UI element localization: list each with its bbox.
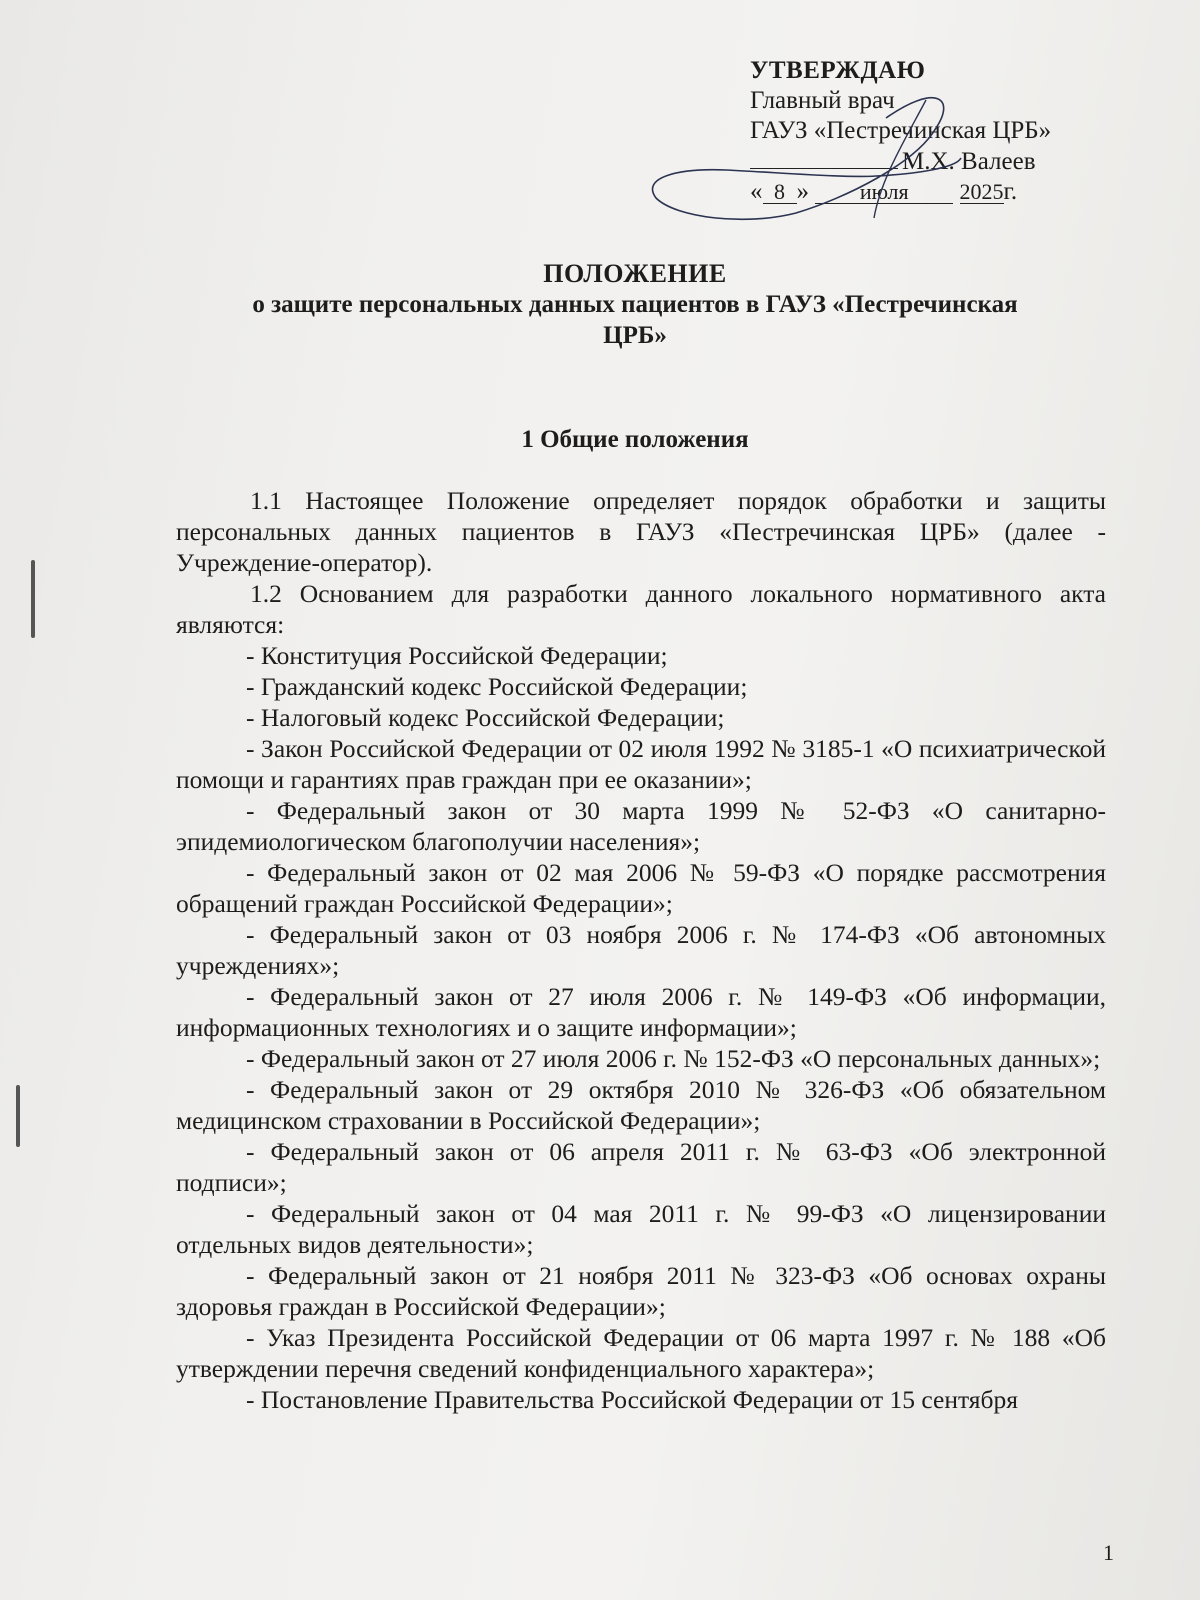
approval-signatory-row xyxy=(750,146,1150,177)
list-item: - Федеральный закон от 04 мая 2011 г. № 99-ФЗ «О лицензировании отдельных видов деятельности»; xyxy=(176,1199,1106,1259)
list-item: - Налоговый кодекс Российской Федерации; xyxy=(246,703,725,732)
date-open-quote: « xyxy=(750,178,763,205)
paragraph: 1.2 Основанием для разработки данного локального нормативного акта являются: xyxy=(176,579,1106,639)
paragraph: 1.1 Настоящее Положение определяет порядок обработки и защиты персональных данных пациентов в ГАУЗ «Пестречинская ЦРБ» (далее - Учреждение-оператор). xyxy=(176,486,1106,577)
list-item: - Федеральный закон от 03 ноября 2006 г. № 174-ФЗ «Об автономных учреждениях»; xyxy=(176,920,1106,980)
binding-mark xyxy=(16,1085,20,1147)
signature-line xyxy=(750,146,898,169)
list-item: - Федеральный закон от 21 ноября 2011 № 323-ФЗ «Об основах охраны здоровья граждан в Российской Федерации»; xyxy=(176,1261,1106,1321)
approval-date xyxy=(750,177,1150,207)
document-subject-line2: ЦРБ» xyxy=(603,322,667,349)
list-item: - Федеральный закон от 29 октября 2010 № 326-ФЗ «Об обязательном медицинском страховании в Российской Федерации»; xyxy=(176,1075,1106,1135)
page-number: 1 xyxy=(1103,1540,1114,1565)
date-close-quote: » xyxy=(796,178,809,205)
date-day: 8 xyxy=(763,181,797,204)
document-title xyxy=(140,258,1130,351)
list-item: - Федеральный закон от 27 июля 2006 г. № 152-ФЗ «О персональных данных»; xyxy=(246,1044,1101,1073)
approval-organization: ГАУЗ «Пестречинская ЦРБ» xyxy=(750,117,1052,144)
list-item: - Федеральный закон от 27 июля 2006 г. № 149-ФЗ «Об информации, информационных технологиях и о защите информации»; xyxy=(176,982,1106,1042)
section-heading: 1 Общие положения xyxy=(521,426,749,453)
list-item: - Конституция Российской Федерации; xyxy=(246,641,668,670)
date-suffix: г. xyxy=(1003,178,1018,205)
document-type: ПОЛОЖЕНИЕ xyxy=(543,259,727,288)
list-item: - Федеральный закон от 06 апреля 2011 г. № 63-ФЗ «Об электронной подписи»; xyxy=(176,1137,1106,1197)
approval-block xyxy=(750,56,1150,207)
list-item: - Федеральный закон от 30 марта 1999 № 52-ФЗ «О санитарно-эпидемиологическом благополучии населения»; xyxy=(176,796,1106,856)
approval-signatory: М.Х. Валеев xyxy=(902,148,1036,175)
date-month: июля xyxy=(815,181,953,204)
binding-mark xyxy=(31,560,35,638)
approval-title: УТВЕРЖДАЮ xyxy=(750,57,926,84)
document-subject-line1: о защите персональных данных пациентов в ГАУЗ «Пестречинская xyxy=(252,291,1018,318)
list-item: - Указ Президента Российской Федерации от 06 марта 1997 г. № 188 «Об утверждении перечня сведений конфиденциального характера»; xyxy=(176,1323,1106,1383)
list-item: - Закон Российской Федерации от 02 июля 1992 № 3185-1 «О психиатрической помощи и гарантиях прав граждан при ее оказании»; xyxy=(176,734,1106,794)
date-year: 2025 xyxy=(959,179,1004,204)
document-body xyxy=(176,485,1106,1415)
list-item: - Федеральный закон от 02 мая 2006 № 59-ФЗ «О порядке рассмотрения обращений граждан Российской Федерации»; xyxy=(176,858,1106,918)
approval-position: Главный врач xyxy=(750,87,895,114)
list-item: - Постановление Правительства Российской Федерации от 15 сентября xyxy=(246,1385,1018,1414)
list-item: - Гражданский кодекс Российской Федерации; xyxy=(246,672,748,701)
